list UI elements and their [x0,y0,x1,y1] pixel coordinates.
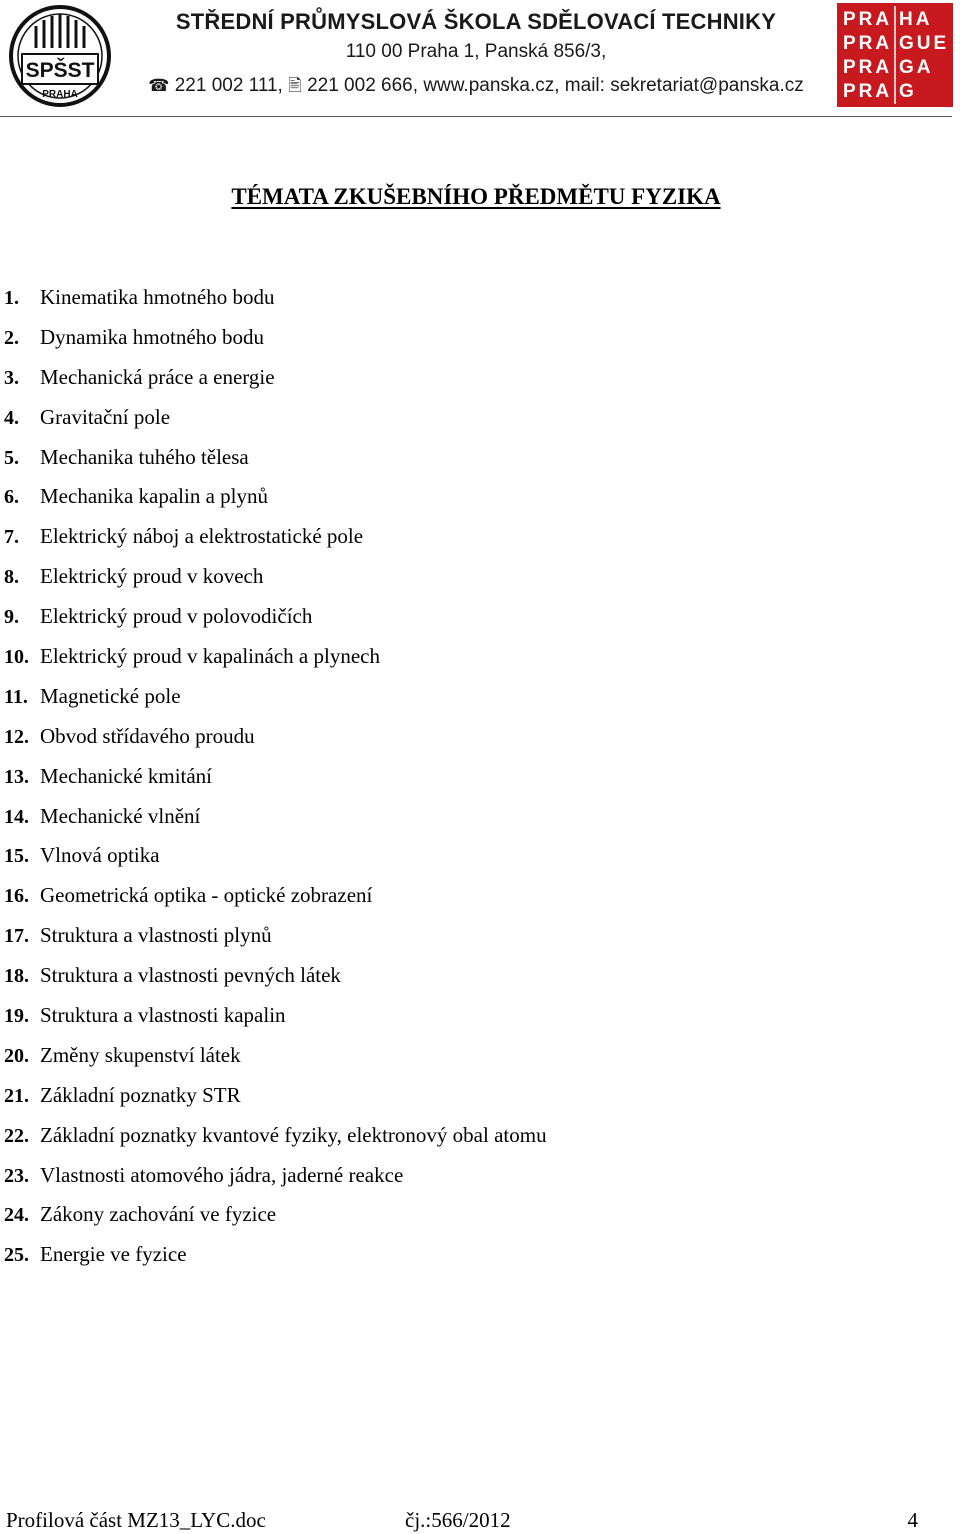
topic-item [4,961,547,1001]
topic-label: Zákony zachování ve fyzice [40,1202,277,1227]
topic-number: 15. [4,845,29,868]
topic-item [4,602,547,642]
topic-label: Elektrický náboj a elektrostatické pole [40,524,364,549]
header-divider [0,116,952,117]
topic-item [4,403,547,443]
praha-logo-word: GA [899,57,934,78]
topic-item [4,562,547,602]
topic-item [4,522,547,562]
topic-label: Mechanické vlnění [40,803,201,828]
topic-label: Kinematika hmotného bodu [40,285,275,309]
topic-item [4,921,547,961]
topic-item [4,1121,547,1161]
topic-number: 20. [4,1044,29,1067]
topic-label: Mechanická práce a energie [40,364,275,389]
topic-number: 14. [4,805,29,828]
page-number: 4 [907,1508,918,1532]
praha-logo-word: PRA [843,81,893,102]
svg-text:SPŠST: SPŠST [25,59,95,82]
topic-label: Vlastnosti atomového jádra, jaderné reakce [40,1162,404,1187]
topic-label: Energie ve fyzice [40,1242,187,1267]
school-contact-block [120,8,832,98]
topic-item [4,283,547,323]
topic-number: 9. [4,606,19,629]
topic-number: 10. [4,646,29,669]
phone-icon: ☎ [148,76,170,95]
topic-label: Obvod střídavého proudu [40,723,255,748]
topic-label: Elektrický proud v kovech [40,564,264,589]
footer-reference: čj.:566/2012 [405,1508,511,1532]
topic-number: 25. [4,1244,29,1267]
topic-item [4,1081,547,1121]
footer-filename: Profilová část MZ13_LYC.doc [6,1508,266,1532]
praha-logo-word: PRA [843,33,893,54]
topic-item [4,722,547,762]
topic-number: 4. [4,406,19,429]
topic-label: Elektrický proud v kapalinách a plynech [40,644,380,669]
topic-number: 21. [4,1084,29,1107]
topic-label: Magnetické pole [40,683,181,708]
topic-item [4,1200,547,1240]
topic-number: 12. [4,725,29,748]
topic-item [4,881,547,921]
praha-logo-word: PRA [843,9,893,30]
topic-number: 16. [4,885,29,908]
topic-item [4,642,547,682]
topic-number: 23. [4,1164,29,1187]
topic-number: 7. [4,526,19,549]
page-footer [6,1506,918,1534]
topic-label: Základní poznatky kvantové fyziky, elektronový obal atomu [40,1122,547,1147]
praha-logo-word: PRA [843,57,893,78]
topic-number: 2. [4,326,19,349]
topic-number: 1. [4,287,19,309]
school-address: 110 00 Praha 1, Panská 856/3, [345,41,607,62]
praha-logo [837,3,953,107]
topic-label: Struktura a vlastnosti plynů [40,923,272,948]
topic-number: 17. [4,925,29,948]
topic-label: Dynamika hmotného bodu [40,324,264,349]
topic-number: 22. [4,1124,29,1147]
topic-label: Mechanické kmitání [40,763,213,788]
topic-number: 11. [4,685,28,708]
topic-item [4,762,547,802]
topic-label: Změny skupenství látek [40,1042,241,1067]
topic-number: 18. [4,965,29,988]
topic-item [4,482,547,522]
topic-item [4,1240,547,1280]
school-name: STŘEDNÍ PRŮMYSLOVÁ ŠKOLA SDĚLOVACÍ TECHNIKY [175,9,777,34]
topic-number: 24. [4,1204,29,1227]
topic-item [4,841,547,881]
topic-label: Struktura a vlastnosti pevných látek [40,963,341,988]
fax-number: 221 002 666, [307,75,419,96]
topic-label: Mechanika kapalin a plynů [40,484,269,509]
document-title: TÉMATA ZKUŠEBNÍHO PŘEDMĚTU FYZIKA [231,184,721,209]
topic-item [4,443,547,483]
topic-number: 8. [4,566,19,589]
topic-number: 19. [4,1005,29,1028]
topic-label: Základní poznatky STR [40,1082,241,1107]
topic-label: Gravitační pole [40,404,171,429]
topic-label: Mechanika tuhého tělesa [40,444,249,469]
topic-item [4,1041,547,1081]
svg-text:PRAHA: PRAHA [42,89,78,100]
fax-icon: 🖹 [288,76,302,95]
phone-number: 221 002 111, [174,75,283,96]
school-logo [8,4,112,108]
topic-number: 3. [4,366,19,389]
topic-label: Elektrický proud v polovodičích [40,604,313,629]
praha-logo-word: GUE [899,33,950,54]
contact-line [120,74,832,98]
topic-list [4,283,547,1280]
praha-logo-word: HA [899,9,933,30]
topic-number: 6. [4,486,19,509]
topic-item [4,682,547,722]
topic-number: 5. [4,446,19,469]
topic-label: Struktura a vlastnosti kapalin [40,1003,286,1028]
topic-number: 13. [4,765,29,788]
topic-item [4,323,547,363]
topic-item [4,802,547,842]
topic-item [4,1001,547,1041]
topic-item [4,1161,547,1201]
topic-label: Geometrická optika - optické zobrazení [40,883,373,908]
topic-item [4,363,547,403]
web-mail: www.panska.cz, mail: sekretariat@panska.cz [423,75,804,96]
topic-label: Vlnová optika [40,843,160,868]
letterhead [0,0,960,118]
praha-logo-word: G [899,81,917,102]
